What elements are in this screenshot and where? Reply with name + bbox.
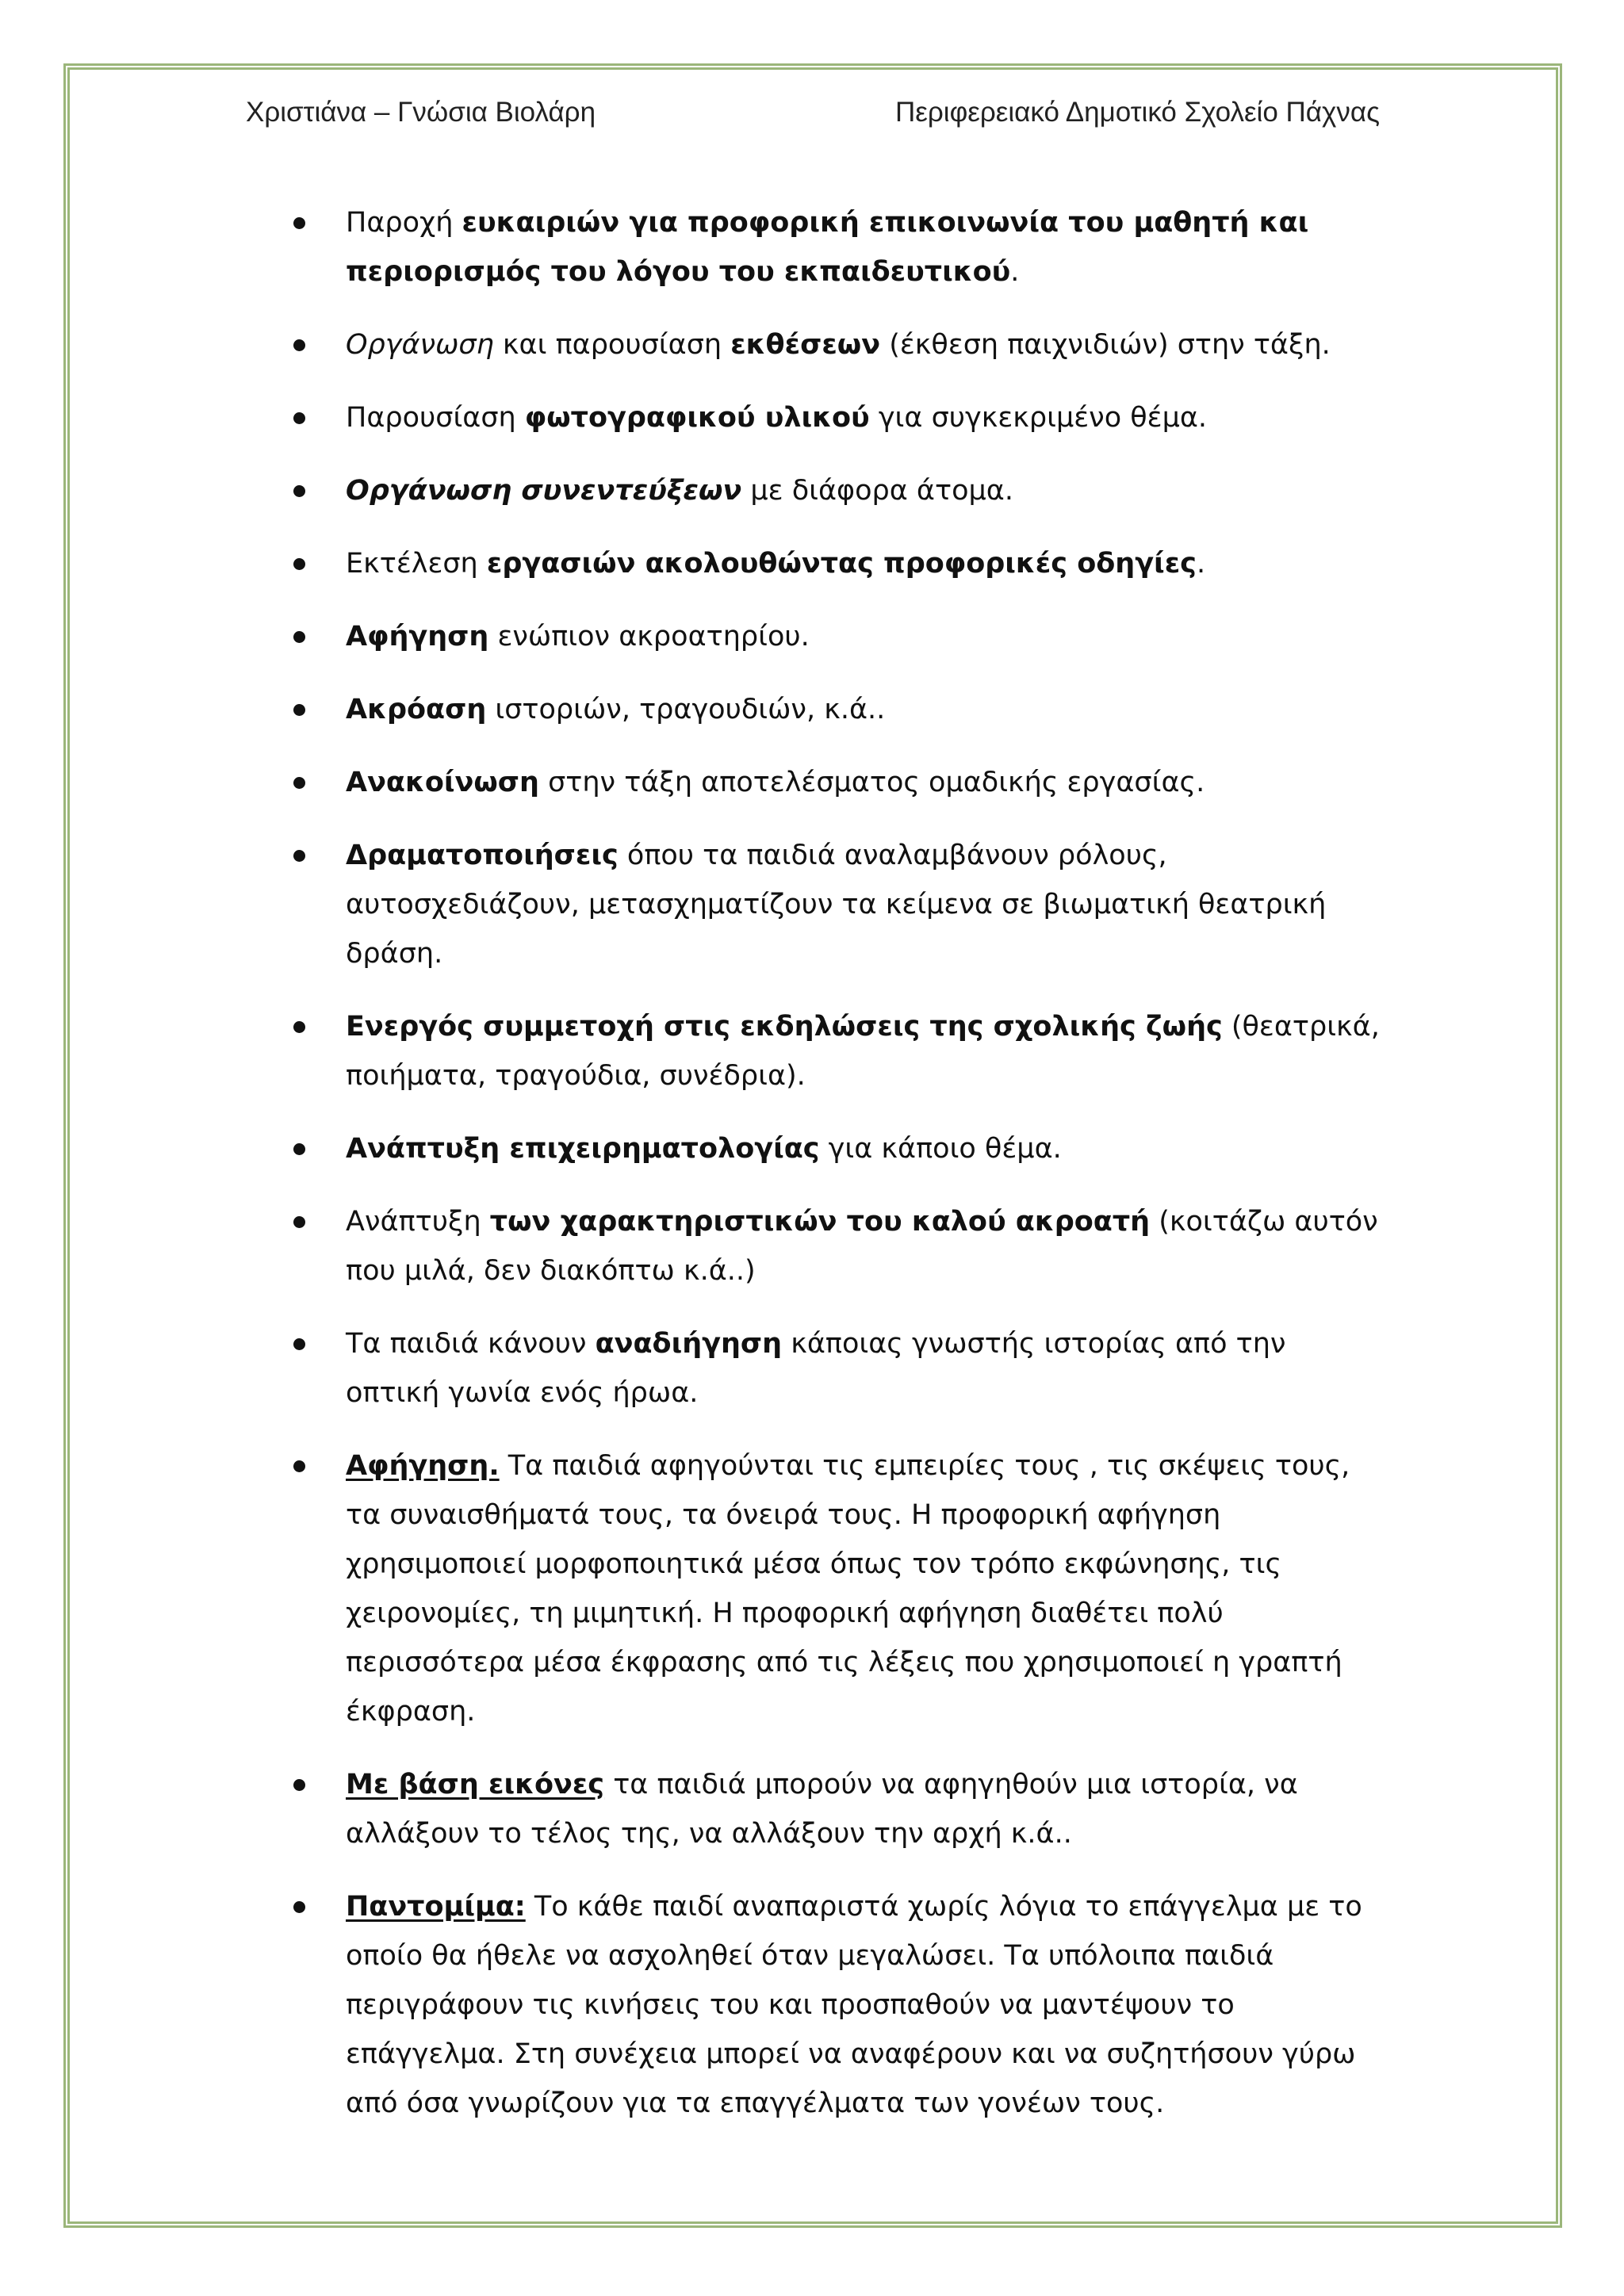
bullet-icon (293, 217, 305, 229)
emphasis-text: Ανάπτυξη επιχειρηματολογίας (346, 1133, 820, 1165)
list-item (293, 1124, 1388, 1173)
text-run: και παρουσίαση (493, 329, 731, 361)
bullet-icon (293, 1021, 305, 1033)
emphasis-text: Παντομίμα: (346, 1891, 526, 1923)
emphasis-text: εργασιών ακολουθώντας προφορικές οδηγίες (486, 548, 1197, 580)
list-item-text (346, 402, 1207, 434)
text-run: για συγκεκριμένο θέμα. (869, 402, 1208, 434)
document-body (293, 198, 1388, 2152)
list-item-text (346, 1891, 1362, 2119)
list-item (293, 685, 1388, 734)
text-run: (κοιτάζω αυτόν που μιλά, δεν διακόπτω κ.ά..) (346, 1206, 1378, 1287)
header-author: Χριστιάνα – Γνώσια Βιολάρη (246, 97, 596, 128)
emphasis-text: των χαρακτηριστικών του καλού ακροατή (489, 1206, 1151, 1238)
list-item (293, 1197, 1388, 1295)
list-item (293, 539, 1388, 588)
list-item-text (346, 1450, 1350, 1728)
bullet-icon (293, 1901, 305, 1913)
list-item (293, 393, 1388, 442)
text-run: (θεατρικά, ποιήματα, τραγούδια, συνέδρια). (346, 1011, 1380, 1092)
text-run: Εκτέλεση (346, 548, 487, 580)
bullet-icon (293, 1779, 305, 1791)
list-item-text (346, 1206, 1378, 1287)
list-item (293, 758, 1388, 807)
list-item-text (346, 1011, 1380, 1092)
emphasis-text: Ανακοίνωση (346, 767, 539, 798)
activity-list (293, 198, 1388, 2128)
list-item-text (346, 1328, 1285, 1409)
list-item-text (346, 1133, 1062, 1165)
bullet-icon (293, 850, 305, 862)
bullet-icon (293, 704, 305, 716)
emphasis-text: Οργάνωση συνεντεύξεων (346, 475, 742, 507)
list-item (293, 1319, 1388, 1418)
text-run: ιστοριών, τραγουδιών, κ.ά.. (486, 694, 886, 725)
text-run: κάποιας γνωστής ιστορίας από την οπτική γωνία ενός ήρωα. (346, 1328, 1286, 1409)
text-run: Ανάπτυξη (346, 1206, 490, 1238)
text-run: ενώπιον ακροατηρίου. (488, 621, 810, 652)
list-item-text (346, 1769, 1298, 1850)
emphasis-text: εκθέσεων (730, 329, 881, 361)
list-item-text (346, 207, 1308, 288)
list-item (293, 1002, 1388, 1100)
list-item-text (346, 840, 1326, 970)
text-run: τα παιδιά μπορούν να αφηγηθούν μια ιστορία, να αλλάξουν το τέλος της, να αλλάξουν την αρχή κ.ά.. (346, 1769, 1298, 1850)
text-run: Τα παιδιά αφηγούνται τις εμπειρίες τους , τις σκέψεις τους, τα συναισθήματά τους, τα όνειρά τους. Η προφορική αφήγηση χρησιμοποιεί μορφοποιητικά μέσα όπως τον τρόπο εκφώνησης, τις χειρονομίες, τη μιμητική. Η προφορική αφήγηση διαθέτει πολύ περισσότερα μέσα έκφρασης από τις λέξεις που χρησιμοποιεί η γραπτή έκφραση. (346, 1450, 1350, 1728)
text-run: . (1196, 548, 1206, 580)
emphasis-text: Αφήγηση. (346, 1450, 500, 1482)
bullet-icon (293, 558, 305, 570)
list-item (293, 1882, 1388, 2128)
text-run: με διάφορα άτομα. (741, 475, 1013, 507)
emphasis-text: Ακρόαση (346, 694, 487, 725)
list-item (293, 1760, 1388, 1858)
text-run: (έκθεση παιχνιδιών) στην τάξη. (880, 329, 1331, 361)
list-item (293, 612, 1388, 661)
list-item-text (346, 548, 1205, 580)
list-item (293, 198, 1388, 297)
text-run: Παρουσίαση (346, 402, 525, 434)
list-item-text (346, 475, 1013, 507)
emphasis-text: Αφήγηση (346, 621, 489, 652)
bullet-icon (293, 485, 305, 497)
emphasis-text: ευκαιριών για προφορική επικοινωνία του μαθητή και περιορισμός του λόγου του εκπαιδευτικού (346, 207, 1309, 288)
text-run: στην τάξη αποτελέσματος ομαδικής εργασίας. (538, 767, 1205, 798)
bullet-icon (293, 412, 305, 424)
emphasis-text: Ενεργός συμμετοχή στις εκδηλώσεις της σχολικής ζωής (346, 1011, 1223, 1043)
text-run: . (1010, 256, 1020, 288)
emphasis-text: Οργάνωση (346, 329, 494, 361)
header-school: Περιφερειακό Δημοτικό Σχολείο Πάχνας (895, 97, 1380, 128)
text-run: Τα παιδιά κάνουν (346, 1328, 596, 1360)
list-item-text (346, 694, 885, 725)
list-item (293, 1441, 1388, 1736)
page-header (246, 97, 1380, 136)
text-run: για κάποιο θέμα. (819, 1133, 1062, 1165)
list-item (293, 320, 1388, 369)
emphasis-text: αναδιήγηση (595, 1328, 783, 1360)
bullet-icon (293, 777, 305, 789)
bullet-icon (293, 1338, 305, 1350)
emphasis-text: Με βάση εικόνες (346, 1769, 605, 1800)
list-item-text (346, 767, 1205, 798)
list-item (293, 831, 1388, 978)
bullet-icon (293, 631, 305, 643)
bullet-icon (293, 1460, 305, 1472)
bullet-icon (293, 1216, 305, 1228)
text-run: όπου τα παιδιά αναλαμβάνουν ρόλους, αυτοσχεδιάζουν, μετασχηματίζουν τα κείμενα σε βιωματική θεατρική δράση. (346, 840, 1327, 970)
text-run: Παροχή (346, 207, 462, 239)
text-run: Το κάθε παιδί αναπαριστά χωρίς λόγια το επάγγελμα με το οποίο θα ήθελε να ασχοληθεί όταν μεγαλώσει. Τα υπόλοιπα παιδιά περιγράφουν τις κινήσεις του και προσπαθούν να μαντέψουν το επάγγελμα. Στη συνέχεια μπορεί να αναφέρουν και να συζητήσουν γύρω από όσα γνωρίζουν για τα επαγγέλματα των γονέων τους. (346, 1891, 1362, 2119)
bullet-icon (293, 1143, 305, 1155)
list-item-text (346, 329, 1331, 361)
bullet-icon (293, 339, 305, 351)
emphasis-text: Δραματοποιήσεις (346, 840, 619, 871)
emphasis-text: φωτογραφικού υλικού (524, 402, 870, 434)
list-item-text (346, 621, 810, 652)
list-item (293, 466, 1388, 515)
